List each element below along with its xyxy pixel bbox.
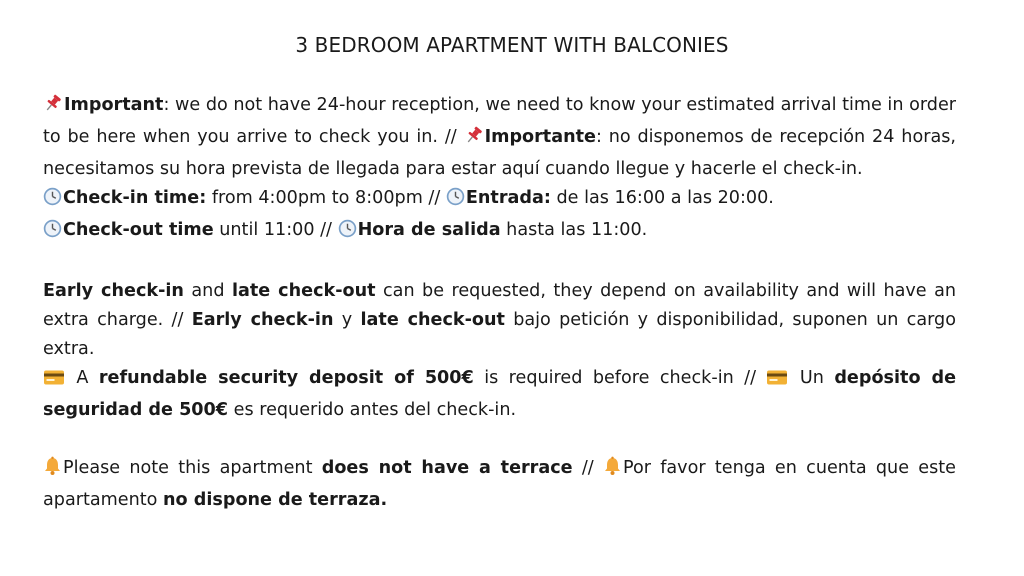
deposit-notice <box>43 364 956 425</box>
late-checkout-es: late check-out <box>360 310 505 330</box>
checkin-label-es: Entrada: <box>465 188 551 208</box>
reception-text-es: : no disponemos de recepción 24 horas, necesitamos su hora prevista de llegada para estar aquí cuando llegue y hacerle el check-in. <box>43 127 956 179</box>
late-checkout-en: late check-out <box>231 281 376 301</box>
early-checkin-en: Early check-in <box>43 281 184 301</box>
reception-text-en: : we do not have 24-hour reception, we need to know your estimated arrival time in order to be here when you arrive to check you in. // <box>43 95 956 147</box>
notice-body <box>43 91 956 515</box>
early-late-text-2: can be requested, they depend on availability and will have an extra charge. // <box>43 281 956 330</box>
terrace-text-1: Please note this apartment <box>63 458 322 478</box>
credit-card-icon <box>43 367 65 396</box>
early-late-text-4: bajo petición y disponibilidad, suponen un cargo extra. <box>43 310 956 359</box>
checkin-label-en: Check-in time: <box>63 188 207 208</box>
terrace-notice <box>43 454 956 515</box>
credit-card-icon <box>766 367 788 396</box>
clock-icon <box>338 219 357 248</box>
deposit-amount-es: depósito de seguridad de 500€ <box>43 368 957 420</box>
page-title: 3 BEDROOM APARTMENT WITH BALCONIES <box>295 33 729 57</box>
deposit-text-2: is required before check-in // <box>473 368 767 388</box>
checkin-line <box>43 184 956 216</box>
deposit-text-3: Un <box>789 368 835 388</box>
bell-icon <box>603 456 622 486</box>
bell-icon <box>43 456 62 486</box>
important-label-es: Importante <box>484 127 596 147</box>
spacer <box>43 248 956 277</box>
clock-icon <box>43 187 62 216</box>
important-label-en: Important <box>64 95 164 115</box>
no-terrace-es: no dispone de terraza. <box>163 490 388 510</box>
early-late-text-3: y <box>333 310 361 330</box>
checkout-line <box>43 216 956 248</box>
early-late-text-1: and <box>183 281 232 301</box>
checkout-text-es: hasta las 11:00. <box>500 220 648 240</box>
terrace-text-3: Por favor tenga en cuenta que este apartamento <box>43 458 956 510</box>
spacer <box>43 425 956 454</box>
deposit-amount-en: refundable security deposit of 500€ <box>98 368 474 388</box>
early-checkin-es: Early check-in <box>191 310 334 330</box>
checkout-label-es: Hora de salida <box>357 220 501 240</box>
clock-icon <box>446 187 465 216</box>
terrace-text-2: // <box>572 458 603 478</box>
clock-icon <box>43 219 62 248</box>
pushpin-icon <box>43 93 63 123</box>
reception-notice <box>43 91 956 184</box>
checkout-label-en: Check-out time <box>63 220 214 240</box>
deposit-text-4: es requerido antes del check-in. <box>228 400 517 420</box>
checkin-text-en: from 4:00pm to 8:00pm // <box>206 188 446 208</box>
no-terrace-en: does not have a terrace <box>321 458 573 478</box>
deposit-text-1: A <box>66 368 99 388</box>
checkout-text-en: until 11:00 // <box>213 220 338 240</box>
pushpin-icon <box>464 125 484 155</box>
early-late-notice <box>43 277 956 364</box>
checkin-text-es: de las 16:00 a las 20:00. <box>550 188 774 208</box>
